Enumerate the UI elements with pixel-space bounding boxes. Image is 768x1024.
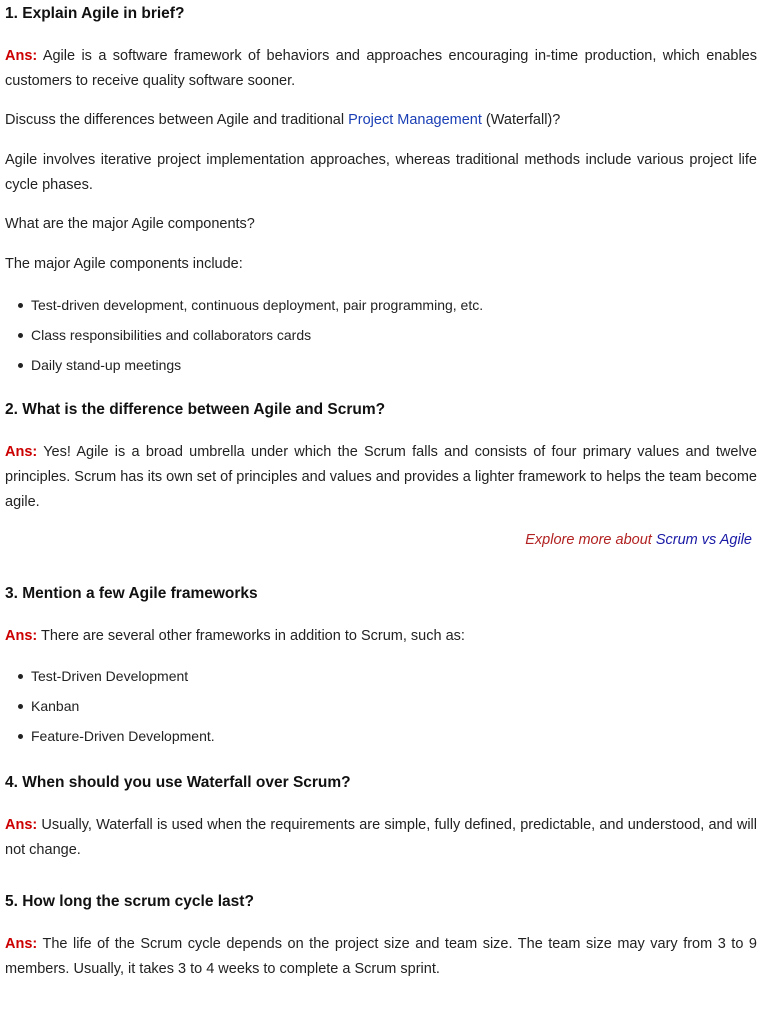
ans-label: Ans:: [5, 48, 38, 64]
bullet-icon: [18, 674, 23, 679]
bullet-icon: [18, 303, 23, 308]
question-5-title: 5. How long the scrum cycle last?: [5, 893, 254, 910]
list-item: [0, 726, 215, 756]
question-3-title: 3. Mention a few Agile frameworks: [5, 585, 258, 602]
differences-text: Discuss the differences between Agile and traditional: [5, 112, 349, 128]
list-item: [0, 696, 215, 726]
list-item: [0, 295, 483, 325]
ans-label: Ans:: [5, 936, 38, 952]
list-item-text: Kanban: [31, 698, 80, 714]
ans-label: Ans:: [5, 444, 38, 460]
components-question: What are the major Agile components?: [5, 216, 255, 232]
list-item-text: Daily stand-up meetings: [31, 357, 182, 373]
components-list: [0, 295, 483, 385]
explore-lead: Explore more about: [525, 532, 656, 548]
question-5-answer: [5, 932, 757, 982]
differences-question: [5, 108, 757, 133]
frameworks-list: [0, 666, 215, 756]
list-item-text: Test-Driven Development: [31, 668, 189, 684]
scrum-vs-agile-link[interactable]: Scrum vs Agile: [655, 532, 752, 548]
list-item: [0, 355, 483, 385]
bullet-icon: [18, 704, 23, 709]
components-intro: The major Agile components include:: [5, 256, 243, 272]
bullet-icon: [18, 363, 23, 368]
explore-more: [525, 532, 752, 548]
answer-text: Agile is a software framework of behaviors and approaches encouraging in-time production, which enables customers to receive quality software sooner.: [5, 48, 757, 89]
bullet-icon: [18, 734, 23, 739]
differences-suffix: (Waterfall)?: [481, 112, 561, 128]
bullet-icon: [18, 333, 23, 338]
differences-answer: Agile involves iterative project implementation approaches, whereas traditional methods include various project life cycle phases.: [5, 152, 757, 193]
list-item: [0, 666, 215, 696]
answer-text: There are several other frameworks in addition to Scrum, such as:: [37, 628, 465, 644]
answer-text: Usually, Waterfall is used when the requirements are simple, fully defined, predictable, and understood, and will not change.: [5, 817, 757, 858]
list-item-text: Test-driven development, continuous deployment, pair programming, etc.: [31, 297, 484, 313]
question-2-answer: [5, 440, 757, 515]
question-1-answer: [5, 44, 757, 94]
list-item-text: Class responsibilities and collaborators cards: [31, 327, 312, 343]
answer-text: Yes! Agile is a broad umbrella under which the Scrum falls and consists of four primary values and twelve principles. Scrum has its own set of principles and values and provides a lighter framework to helps the team become agile.: [5, 444, 757, 510]
ans-label: Ans:: [5, 817, 38, 833]
list-item-text: Feature-Driven Development.: [31, 728, 215, 744]
question-4-title: 4. When should you use Waterfall over Scrum?: [5, 774, 351, 791]
project-management-link[interactable]: Project Management: [348, 112, 482, 128]
question-3-answer: [5, 624, 757, 649]
ans-label: Ans:: [5, 628, 38, 644]
question-2-title: 2. What is the difference between Agile and Scrum?: [5, 401, 386, 418]
list-item: [0, 325, 483, 355]
answer-text: The life of the Scrum cycle depends on the project size and team size. The team size may vary from 3 to 9 members. Usually, it takes 3 to 4 weeks to complete a Scrum sprint.: [5, 936, 757, 977]
question-4-answer: [5, 813, 757, 863]
question-1-title: 1. Explain Agile in brief?: [5, 5, 185, 22]
